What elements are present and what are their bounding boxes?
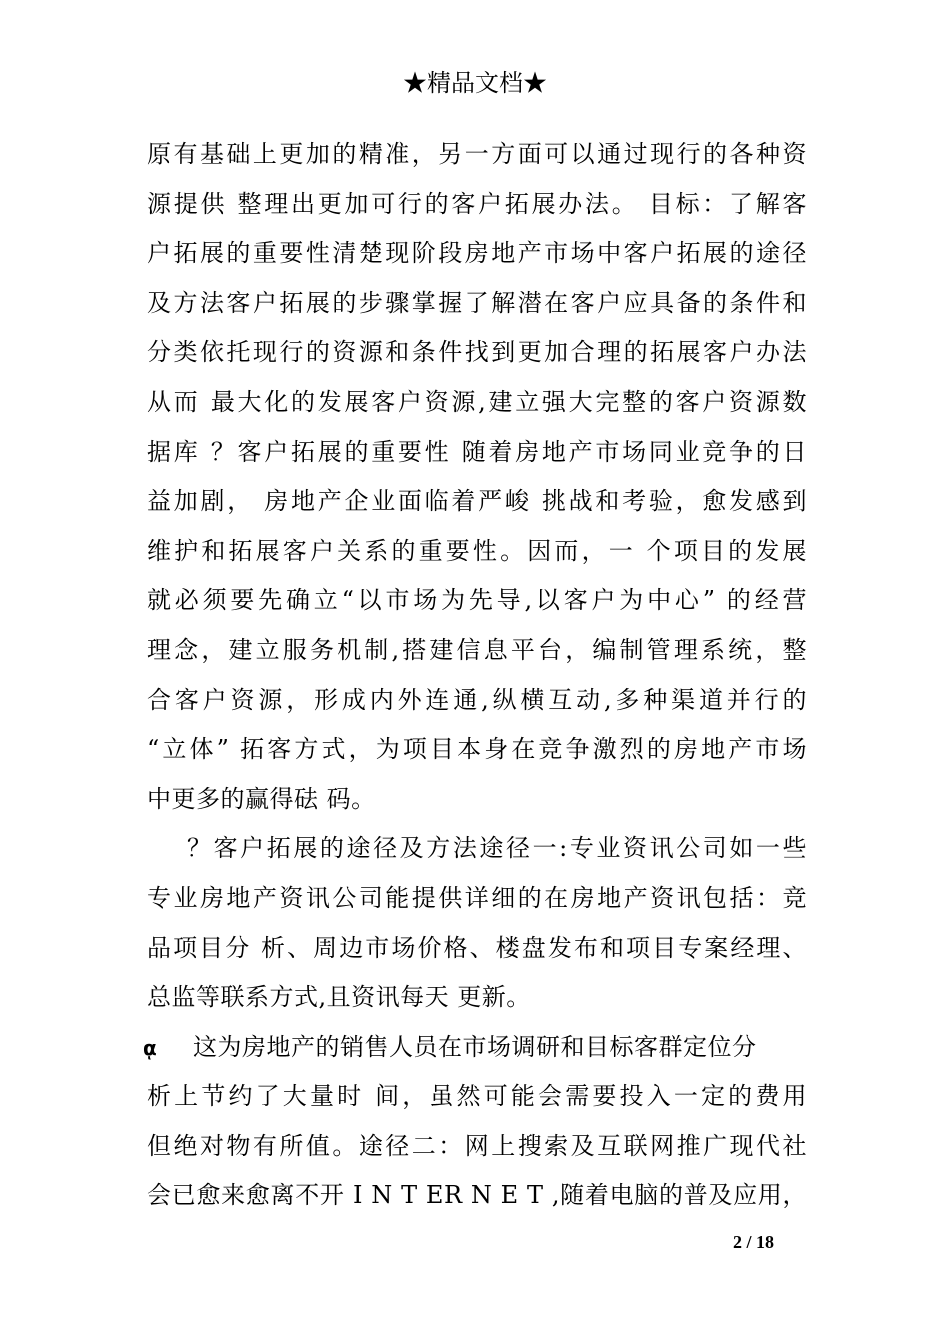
bullet-text-line (143, 1023, 807, 1073)
text-line: 分类依托现行的资源和条件找到更加合理的拓展客户办法 (147, 338, 807, 367)
header-title: ★精品文档★ (403, 69, 547, 97)
text-line: 户拓展的重要性清楚现阶段房地产市场中客户拓展的途径 (147, 239, 807, 268)
text-line: 总监等联系方式,且资讯每天 更新。 (147, 983, 531, 1012)
text-line: 但绝对物有所值。途径二：网上搜索及互联网推广现代社 (147, 1131, 807, 1160)
page-footer (733, 1230, 774, 1254)
text-line: 会已愈来愈离不开 I N T ER N E T ,随着电脑的普及应用， (147, 1181, 807, 1210)
text-line: 析上节约了大量时 间，虽然可能会需要投入一定的费用 (147, 1082, 807, 1111)
text-line: 益加剧， 房地产企业面临着严峻 挑战和考验，愈发感到 (147, 487, 807, 516)
text-line: 及方法客户拓展的步骤掌握了解潜在客户应具备的条件和 (147, 288, 807, 317)
page-number: 2 / 18 (733, 1232, 775, 1252)
text-line: ？客户拓展的途径及方法途径一:专业资讯公司如一些 (187, 834, 807, 863)
document-body (143, 130, 807, 1221)
bullet-icon: ᾳ (143, 1035, 158, 1060)
text-line: 原有基础上更加的精准，另一方面可以通过现行的各种资 (147, 140, 807, 168)
text-line: “立体” 拓客方式，为项目本身在竞争激烈的房地产市场 (147, 735, 807, 764)
text-line: 理念，建立服务机制,搭建信息平台，编制管理系统，整 (147, 635, 807, 664)
text-line: 专业房地产资讯公司能提供详细的在房地产资讯包括：竞 (147, 883, 807, 912)
text-line: 品项目分 析、周边市场价格、楼盘发布和项目专案经理、 (147, 933, 807, 962)
text-line: 合客户资源，形成内外连通,纵横互动,多种渠道并行的 (147, 685, 807, 714)
text-line: 就必须要先确立“以市场为先导,以客户为中心” 的经营 (147, 586, 807, 615)
text-line: 维护和拓展客户关系的重要性。因而，一 个项目的发展 (147, 536, 807, 565)
bullet-text: 这为房地产的销售人员在市场调研和目标客群定位分 (193, 1032, 757, 1061)
text-line: 中更多的赢得砝 码。 (147, 784, 376, 813)
text-line: 据库 ？客户拓展的重要性 随着房地产市场同业竞争的日 (147, 437, 807, 466)
page-header (0, 66, 950, 100)
text-line: 从而 最大化的发展客户资源,建立强大完整的客户资源数 (147, 387, 807, 416)
text-line: 源提供 整理出更加可行的客户拓展办法。 目标：了解客 (147, 189, 807, 218)
